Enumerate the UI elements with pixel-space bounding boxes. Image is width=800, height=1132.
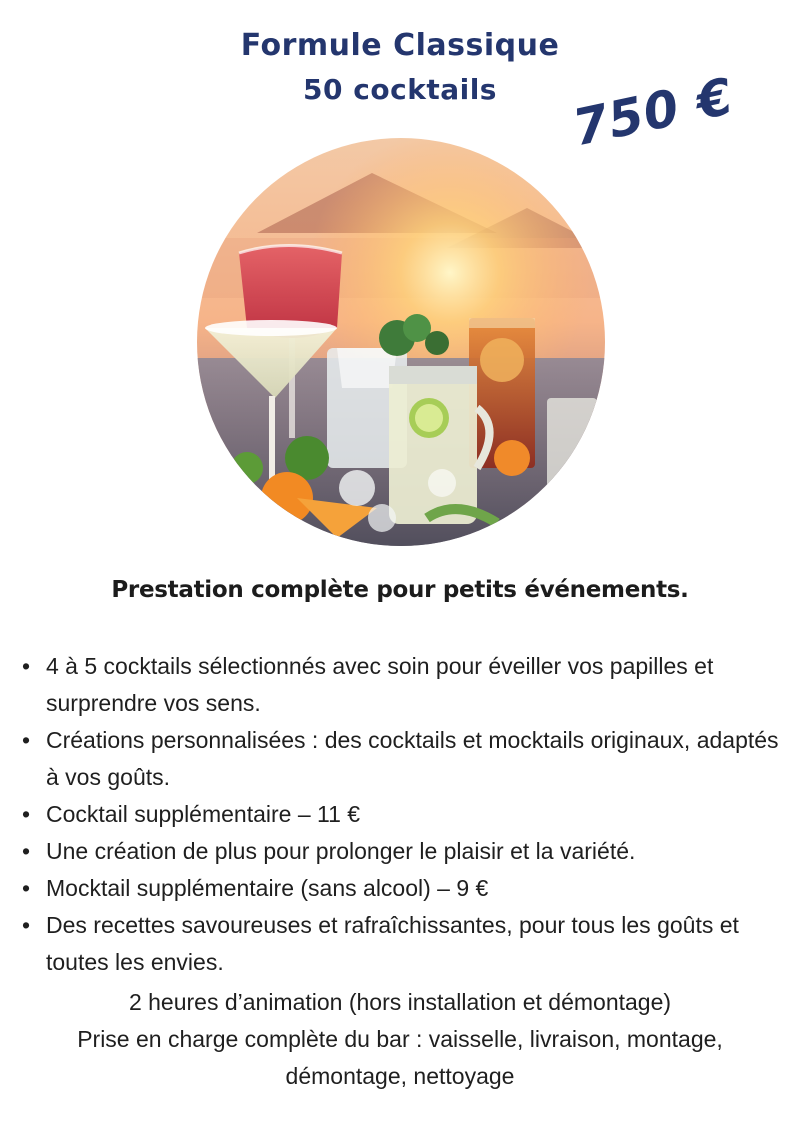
cocktails-photo bbox=[197, 138, 605, 546]
list-item: • Mocktail supplémentaire (sans alcool) – 9 € bbox=[22, 870, 792, 907]
service-text: Prise en charge complète du bar : vaisselle, livraison, montage, démontage, nettoyage bbox=[77, 1026, 723, 1089]
title-line-2: 50 cocktails bbox=[303, 73, 497, 106]
features-list bbox=[22, 648, 792, 981]
list-item: • Une création de plus pour prolonger le plaisir et la variété. bbox=[22, 833, 792, 870]
page-subtitle: Prestation complète pour petits événements. bbox=[111, 577, 689, 603]
list-item: • Cocktail supplémentaire – 11 € bbox=[22, 796, 792, 833]
list-item: • Des recettes savoureuses et rafraîchissantes, pour tous les goûts et toutes les envies. bbox=[22, 907, 792, 981]
title-line-1: Formule Classique bbox=[240, 28, 560, 63]
price-tag: 750 € bbox=[567, 67, 739, 158]
cocktails-illustration bbox=[197, 138, 605, 546]
duration-text: 2 heures d’animation (hors installation et démontage) bbox=[128, 989, 672, 1015]
list-item: • Créations personnalisées : des cocktails et mocktails originaux, adaptés à vos goûts. bbox=[22, 722, 792, 796]
list-item: • 4 à 5 cocktails sélectionnés avec soin pour éveiller vos papilles et surprendre vos sens. bbox=[22, 648, 792, 722]
